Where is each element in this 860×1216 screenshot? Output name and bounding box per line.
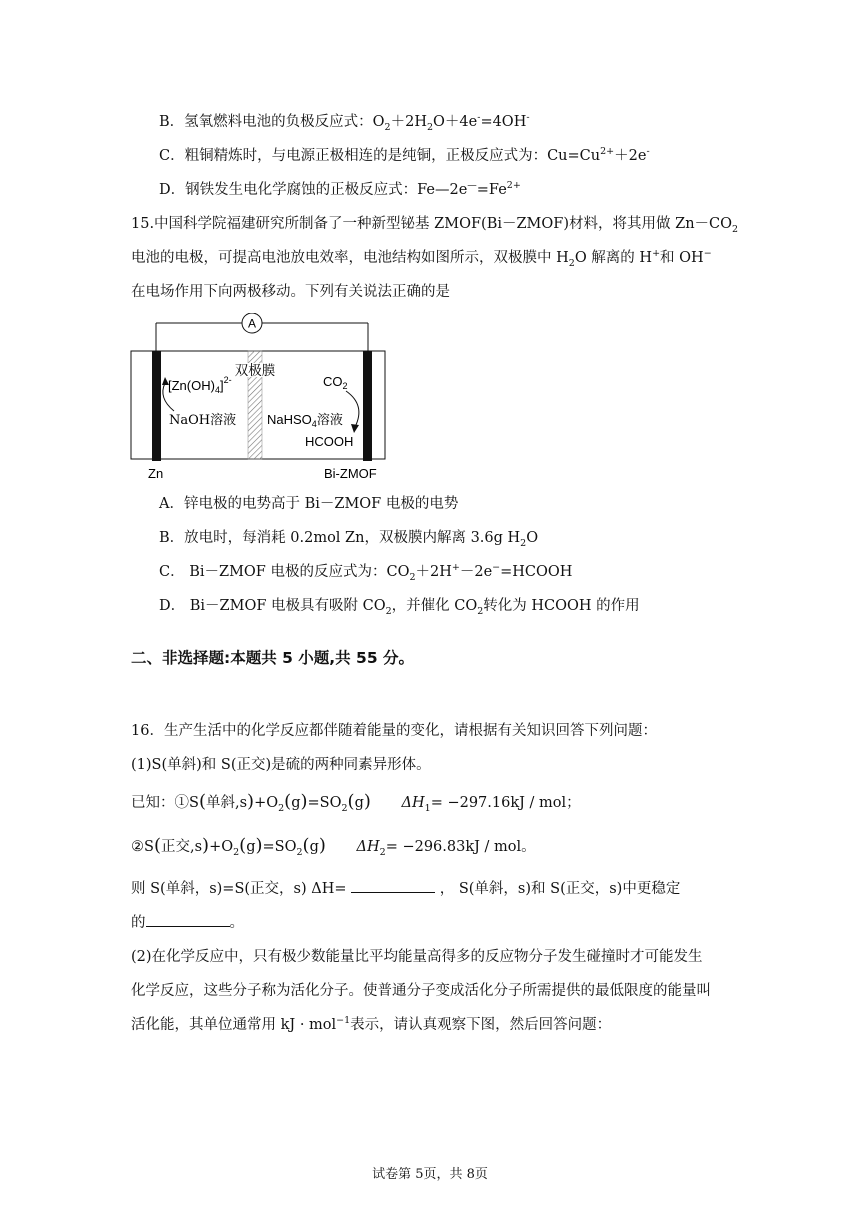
q16-part2-line1: (2)在化学反应中，只有极少数能量比平均能量高得多的反应物分子发生碰撞时才可能发生 <box>131 949 703 965</box>
zn-electrode-label: Zn <box>148 466 164 481</box>
q15-stem-line3: 在电场作用下向两极移动。下列有关说法正确的是 <box>131 284 450 300</box>
answer-blank-stable-form[interactable] <box>146 926 230 927</box>
hcooh-label: HCOOH <box>305 434 354 449</box>
bi-zmof-electrode-label: Bi-ZMOF <box>324 466 377 481</box>
zn-electrode <box>152 351 161 461</box>
bipolar-membrane-label: 双极膜 <box>234 363 276 379</box>
nahso4-solution-label: NaHSO$_4$溶液 <box>267 412 343 429</box>
q15-stem-line1: 15.中国科学院福建研究所制备了一种新型铋基 ZMOF(Bi－ZMOF)材料，将其用做 $Zn-CO_2$ <box>131 216 739 235</box>
q15-option-c: C． Bi－ZMOF 电极的反应式为：$CO_2+2H^+-2e^-=HCOOH$ <box>159 562 573 583</box>
bi-zmof-electrode <box>363 351 372 461</box>
q15-option-a: A．锌电极的电势高于 Bi－ZMOF 电极的电势 <box>159 496 459 512</box>
arrow-co2-to-hcooh <box>346 391 359 427</box>
q15-option-d: D． Bi－ZMOF 电极具有吸附 $CO_2$，并催化 $CO_2$转化为 HCOOH 的作用 <box>159 598 640 617</box>
ammeter-label: A <box>247 316 257 331</box>
arrow-head-right <box>351 424 359 433</box>
section-heading: 二、非选择题:本题共 5 小题,共 55 分。 <box>131 649 415 667</box>
zincate-ion-label: $[Zn(OH)_4]^{2-}$ <box>168 375 232 395</box>
q14-option-d: D．钢铁发生电化学腐蚀的正极反应式：$Fe—2e^—=Fe^{2+}$ <box>159 180 521 198</box>
q16-part2-line2: 化学反应，这些分子称为活化分子。使普通分子变成活化分子所需提供的最低限度的能量叫 <box>131 983 711 999</box>
zn-co2-battery-diagram <box>128 313 390 483</box>
q15-stem-line2: 电池的电极，可提高电池放电效率，电池结构如图所示，双极膜中 $H_2O$ 解离的 H+和 OH− <box>131 248 712 269</box>
answer-blank-delta-h[interactable] <box>351 892 435 893</box>
q16-equation-2: ②S(正交$,s)+O_2(g)=SO_2(g)$ $\Delta H_2= -296.83kJ$ / mol。 <box>131 835 536 858</box>
q14-option-c: C．粗铜精炼时，与电源正极相连的是纯铜，正极反应式为：$Cu=Cu^{2+}+2e^-$ <box>159 146 650 164</box>
naoh-solution-label: NaOH溶液 <box>169 413 237 428</box>
co2-label: $CO_2$ <box>323 374 348 391</box>
page-footer: 试卷第 5页，共 8页 <box>372 1167 488 1182</box>
q16-equation-1: 已知：①S(单斜$,s)+O_2(g)=SO_2(g)$ $\Delta H_1= -297.16kJ$ / mol； <box>131 791 581 814</box>
q16-part1-text: (1)S(单斜)和 S(正交)是硫的两种同素异形体。 <box>131 757 431 773</box>
q14-option-b: B．氢氧燃料电池的负极反应式：$O_2+2H_2O+4e^-=4OH^-$ <box>159 112 530 133</box>
q15-option-b: B．放电时，每消耗 0.2mol Zn，双极膜内解离 3.6g $H_2O$ <box>159 530 539 549</box>
q16-intro: 16．生产生活中的化学反应都伴随着能量的变化，请根据有关知识回答下列问题： <box>131 723 657 739</box>
q16-part1-question-cont: 的 。 <box>131 915 244 931</box>
q16-part2-line3: 活化能，其单位通常用 kJ · mol$^{-1}$表示，请认真观察下图，然后回答问题： <box>131 1015 612 1033</box>
q16-part1-question: 则 S(单斜，s)=S(正交，s) ΔH= ， S(单斜，s)和 S(正交，s)中更稳定 <box>131 881 681 897</box>
